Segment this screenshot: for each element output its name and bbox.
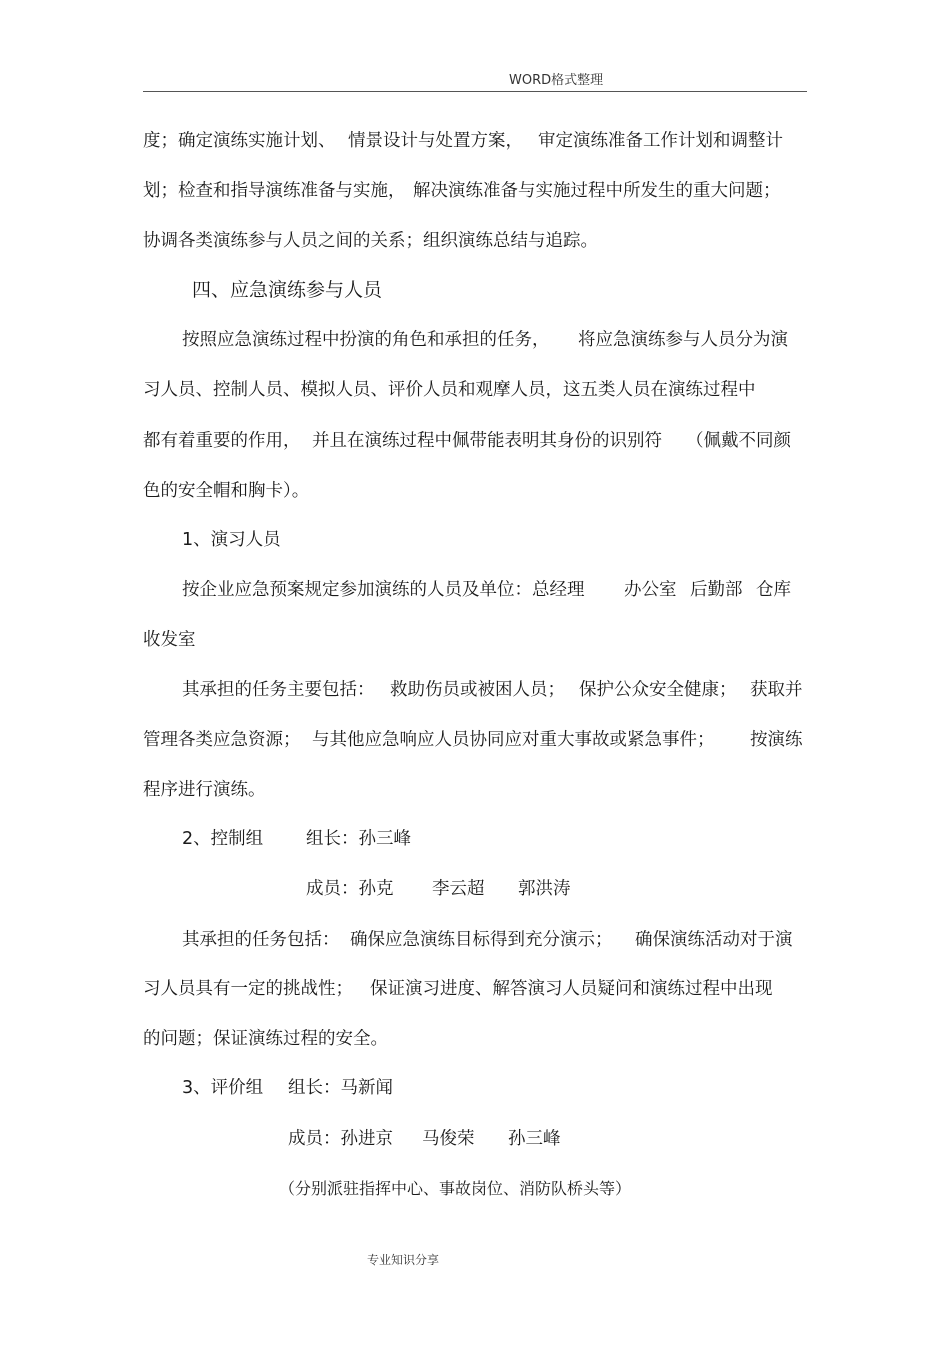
body-line: 程序进行演练。 [143, 780, 266, 800]
body-line: 度；确定演练实施计划、 [143, 131, 336, 151]
body-line: 确保应急演练目标得到充分演示； [350, 930, 613, 950]
body-line: 按企业应急预案规定参加演练的人员及单位：总经理 [182, 580, 585, 600]
body-line: 色的安全帽和胸卡）。 [143, 481, 310, 501]
body-line: 李云超 [432, 879, 485, 899]
body-line: 的问题；保证演练过程的安全。 [143, 1029, 388, 1049]
body-line: 管理各类应急资源； [143, 730, 301, 750]
body-line: 收发室 [143, 630, 196, 650]
subsection-heading: 3、评价组 [182, 1078, 264, 1098]
body-line: 保证演习进度、解答演习人员疑问和演练过程中出现 [370, 979, 773, 999]
body-line: 组长：马新闻 [288, 1078, 393, 1098]
body-line: （佩戴不同颜 [686, 431, 791, 451]
body-line: 按照应急演练过程中扮演的角色和承担的任务， [182, 330, 550, 350]
body-line: 解决演练准备与实施过程中所发生的重大问题； [413, 181, 781, 201]
body-line: 情景设计与处置方案， [348, 131, 523, 151]
body-line: 习人员具有一定的挑战性； [143, 979, 353, 999]
body-line: 马俊荣 [422, 1129, 475, 1149]
body-line: 保护公众安全健康； [579, 680, 737, 700]
subsection-heading: 2、控制组 [182, 829, 264, 849]
body-line: 按演练 [750, 730, 803, 750]
body-line: 办公室 [624, 580, 677, 600]
body-line: 组长：孙三峰 [306, 829, 411, 849]
body-line: 并且在演练过程中佩带能表明其身份的识别符 [312, 431, 662, 451]
body-line: 救助伤员或被困人员； [390, 680, 565, 700]
section-heading: 四、应急演练参与人员 [192, 279, 383, 301]
body-line: 郭洪涛 [518, 879, 571, 899]
body-line: 仓库 [756, 580, 791, 600]
body-line: 审定演练准备工作计划和调整计 [538, 131, 783, 151]
body-line: 后勤部 [690, 580, 743, 600]
body-line: 将应急演练参与人员分为演 [578, 330, 788, 350]
page-footer: 专业知识分享 [367, 1253, 440, 1267]
body-line: 其承担的任务包括： [182, 930, 340, 950]
body-line: 确保演练活动对于演 [635, 930, 793, 950]
body-line: 协调各类演练参与人员之间的关系；组织演练总结与追踪。 [143, 231, 598, 251]
body-line: 与其他应急响应人员协同应对重大事故或紧急事件； [312, 730, 715, 750]
body-line: （分别派驻指挥中心、事故岗位、消防队桥头等） [279, 1179, 632, 1198]
body-line: 都有着重要的作用， [143, 431, 301, 451]
body-line: 习人员、控制人员、模拟人员、评价人员和观摩人员，这五类人员在演练过程中 [143, 380, 756, 400]
body-line: 获取并 [750, 680, 803, 700]
body-line: 划；检查和指导演练准备与实施， [143, 181, 406, 201]
body-line: 孙三峰 [508, 1129, 561, 1149]
page-header: WORD格式整理 [509, 73, 604, 88]
subsection-heading: 1、演习人员 [182, 530, 281, 550]
body-line: 成员：孙进京 [288, 1129, 393, 1149]
header-rule [143, 91, 807, 92]
body-line: 其承担的任务主要包括： [182, 680, 375, 700]
body-line: 成员：孙克 [306, 879, 394, 899]
